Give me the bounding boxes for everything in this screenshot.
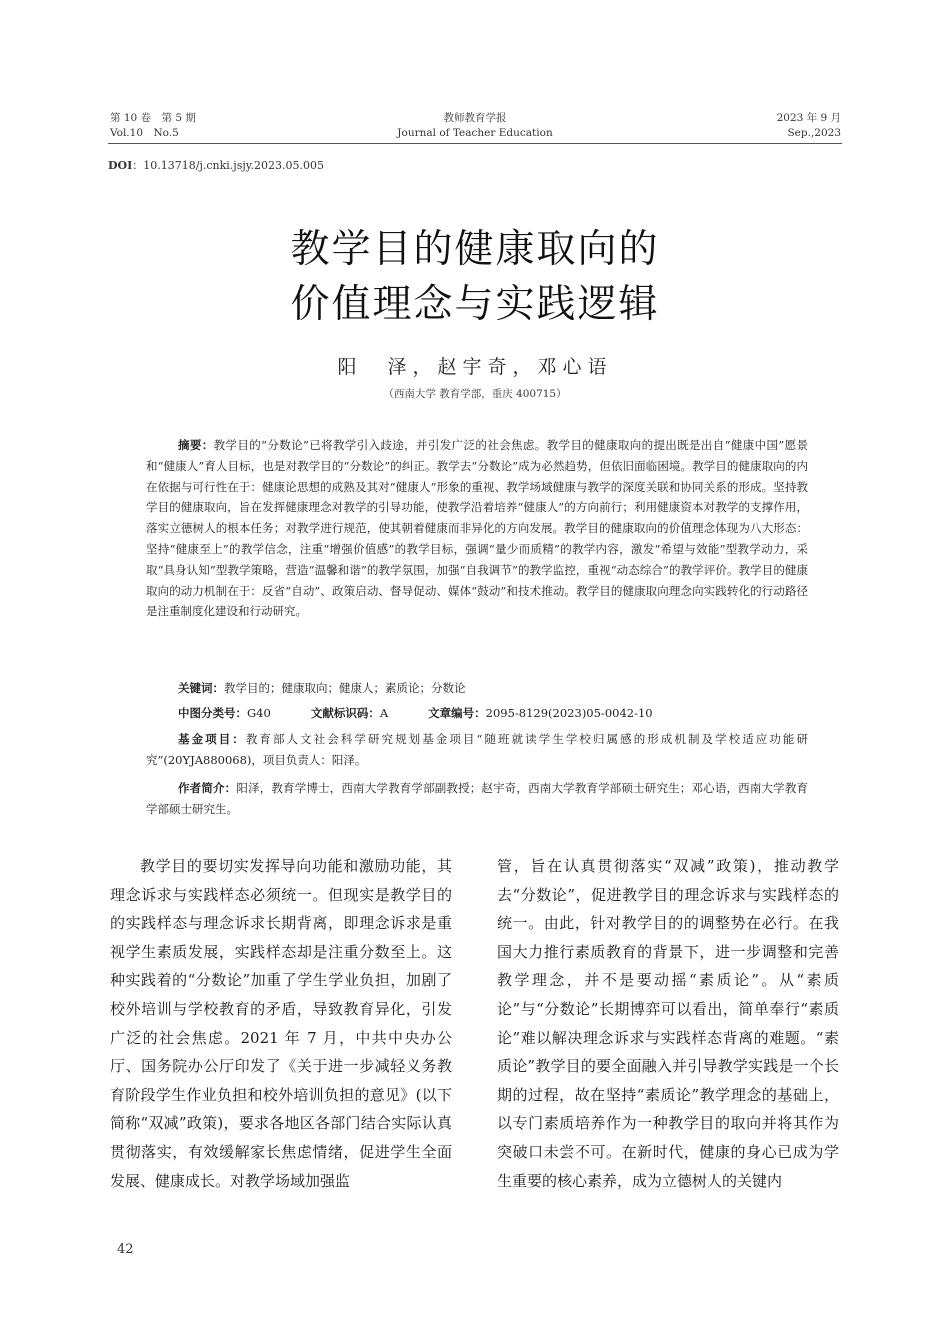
author-bio-text: 阳泽，教育学博士，西南大学教育学部副教授；赵宇奇，西南大学教育学部硕士研究生；邓心语，西南大学教育学部硕士研究生。 — [146, 781, 809, 816]
keywords — [146, 678, 840, 699]
affiliation: （西南大学 教育学部，重庆 400715） — [383, 388, 567, 400]
journal-name-en: Journal of Teacher Education — [397, 127, 553, 139]
page-number: 42 — [117, 1242, 134, 1257]
keywords-text: 教学目的；健康取向；健康人；素质论；分数论 — [224, 681, 466, 695]
article-title — [0, 222, 950, 332]
body-left-column: 教学目的要切实发挥导向功能和激励功能，其理念诉求与实践样态必须统一。但现实是教学目的的实践样态与理念诉求长期背离，即理念诉求是重视学生素质发展，实践样态却是注重分数至上。这种实践着的“分数论”加重了学生学业负担，加剧了校外培训与学校教育的矛盾，导致教育异化，引发广泛的社会焦虑。2021 年 7 月，中共中央办公厅、国务院办公厅印发了《关于进一步减轻义务教育阶段学生作业负担和校外培训负担的意见》(以下简称“双减”政策)，要求各地区各部门结合实际认真贯彻落实，有效缓解家长焦虑情绪，促进学生全面发展、健康成长。对教学场域加强监 — [110, 857, 452, 1190]
doi — [108, 157, 324, 173]
doc-code-value: A — [379, 706, 389, 720]
doi-value: ：10.13718/j.cnki.jsjy.2023.05.005 — [132, 159, 325, 172]
abstract-label: 摘要： — [178, 438, 214, 452]
journal-date — [777, 111, 841, 141]
clc-value: G40 — [247, 706, 271, 720]
author-bio — [146, 778, 808, 820]
abstract-text: 教学目的“分数论”已将教学引入歧途，并引发广泛的社会焦虑。教学目的健康取向的提出既是出自“健康中国”愿景和“健康人”育人目标，也是对教学目的“分数论”的纠正。教学去“分数论”成为必然趋势，但依旧面临困境。教学目的健康取向的内在依据与可行性在于：健康论思想的成熟及其对“健康人”形象的重视、教学场域健康与教学的深度关联和协同关系的形成。坚持教学目的健康取向，旨在发挥健康理念对教学的引导功能，使教学沿着培养“健康人”的方向前行；利用健康资本对教学的支撑作用，落实立德树人的根本任务；对教学进行规范，使其朝着健康而非异化的方向发展。教学目的健康取向的价值理念体现为八大形态：坚持“健康至上”的教学信念，注重“增强价值感”的教学目标，强调“量少而质精”的教学内容，激发“希望与效能”型教学动力，采取“具身认知”型教学策略，营造“温馨和谐”的教学氛围，加强“自我调节”的教学监控，重视“动态综合”的教学评价。教学目的健康取向的动力机制在于：反省“自动”、政策启动、督导促动、媒体“鼓动”和技术推动。教学目的健康取向理念向实践转化的行动路径是注重制度化建设和行动研究。 — [146, 438, 809, 619]
volume-issue-cn: 第 10 卷 第 5 期 — [110, 112, 196, 124]
title-line-1: 教学目的健康取向的 — [290, 227, 660, 272]
article-number-value: 2095-8129(2023)05-0042-10 — [485, 706, 653, 720]
authors: 阳 泽，赵宇奇，邓心语 — [337, 356, 613, 378]
date-cn: 2023 年 9 月 — [776, 112, 841, 124]
article-number-label: 文章编号： — [428, 706, 486, 720]
fund — [146, 729, 808, 771]
journal-name-cn: 教师教育学报 — [443, 112, 507, 124]
doc-code-label: 文献标识码： — [310, 706, 380, 720]
fund-label: 基金项目： — [178, 732, 246, 746]
doi-label: DOI — [108, 159, 133, 172]
classification-line — [146, 703, 840, 724]
body-right-column: 管，旨在认真贯彻落实“双减”政策)，推动教学去“分数论”，促进教学目的理念诉求与实践样态的统一。由此，针对教学目的的调整势在必行。在我国大力推行素质教育的背景下，进一步调整和完善教学理念，并不是要动摇“素质论”。从“素质论”与“分数论”长期博弈可以看出，简单奉行“素质论”难以解决理念诉求与实践样态背离的难题。“素质论”教学目的要全面融入并引导教学实践是一个长期的过程，故在坚持“素质论”教学理念的基础上，以专门素质培养作为一种教学目的取向并将其作为突破口未尝不可。在新时代，健康的身心已成为学生重要的核心素养，成为立德树人的关键内 — [497, 857, 839, 1190]
header-rule — [108, 143, 842, 144]
fund-text: 教育部人文社会科学研究规划基金项目“随班就读学生学校归属感的形成机制及学校适应功能研究”(20YJA880068)，项目负责人：阳泽。 — [146, 732, 809, 767]
abstract — [146, 435, 808, 622]
clc-label: 中图分类号： — [178, 706, 247, 720]
volume-issue-en: Vol.10 No.5 — [110, 127, 179, 139]
title-line-2: 价值理念与实践逻辑 — [290, 282, 660, 327]
date-en: Sep.,2023 — [787, 127, 841, 139]
keywords-label: 关键词： — [178, 681, 224, 695]
author-bio-label: 作者简介： — [178, 781, 237, 795]
